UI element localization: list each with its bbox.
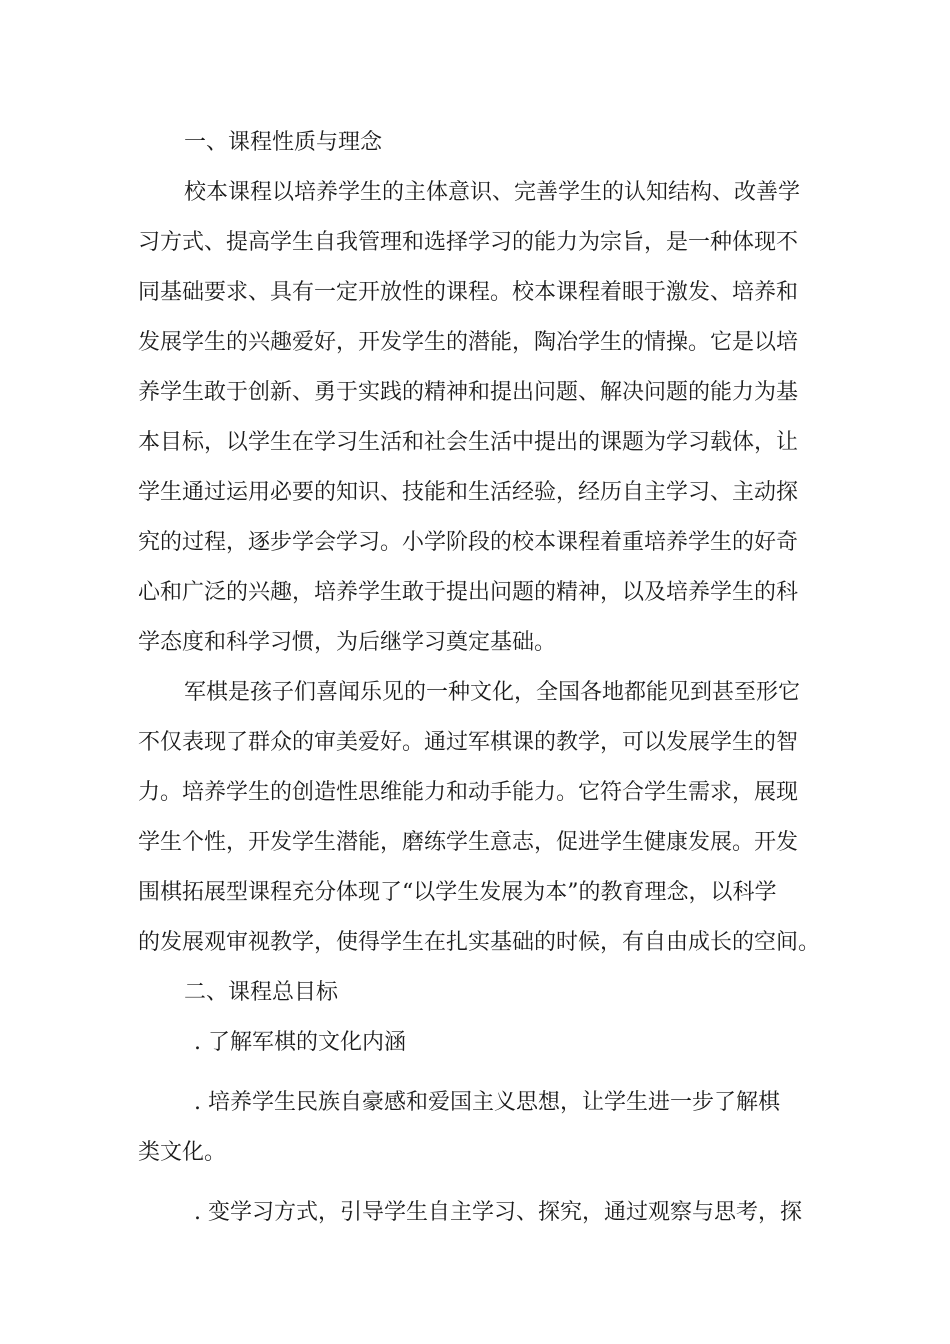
section-heading-1: 一、课程性质与理念 — [184, 130, 383, 155]
paragraph-line: 本目标，以学生在学习生活和社会生活中提出的课题为学习载体，让 — [138, 430, 799, 455]
paragraph-line: 养学生敢于创新、勇于实践的精神和提出问题、解决问题的能力为基 — [138, 380, 799, 405]
paragraph-line: 力。培养学生的创造性思维能力和动手能力。它符合学生需求，展现 — [138, 780, 799, 805]
paragraph-line: 同基础要求、具有一定开放性的课程。校本课程着眼于激发、培养和 — [138, 280, 799, 305]
paragraph-line: 学生通过运用必要的知识、技能和生活经验，经历自主学习、主动探 — [138, 480, 799, 505]
paragraph-line: 不仅表现了群众的审美爱好。通过军棋课的教学，可以发展学生的智 — [138, 730, 799, 755]
section-heading-2: 二、课程总目标 — [184, 980, 339, 1005]
goal-item-2 — [138, 1078, 820, 1178]
paragraph-military-chess — [138, 668, 820, 968]
paragraph-line: 围棋拓展型课程充分体现了“以学生发展为本”的教育理念，以科学 — [138, 880, 777, 905]
goal-item-3: . 变学习方式，引导学生自主学习、探究，通过观察与思考，探 — [194, 1200, 802, 1225]
paragraph-course-nature — [138, 168, 820, 668]
paragraph-line: 校本课程以培养学生的主体意识、完善学生的认知结构、改善学 — [184, 180, 801, 205]
goal-line: . 培养学生民族自豪感和爱国主义思想，让学生进一步了解棋 — [194, 1090, 780, 1115]
paragraph-line: 习方式、提高学生自我管理和选择学习的能力为宗旨，是一种体现不 — [138, 230, 799, 255]
document-body — [138, 118, 820, 1238]
paragraph-line: 学生个性，开发学生潜能，磨练学生意志，促进学生健康发展。开发 — [138, 830, 799, 855]
paragraph-line: 究的过程，逐步学会学习。小学阶段的校本课程着重培养学生的好奇 — [138, 530, 799, 555]
paragraph-line: 的发展观审视教学，使得学生在扎实基础的时候，有自由成长的空间。 — [138, 930, 821, 955]
paragraph-line: 心和广泛的兴趣，培养学生敢于提出问题的精神，以及培养学生的科 — [138, 580, 799, 605]
paragraph-line: 军棋是孩子们喜闻乐见的一种文化，全国各地都能见到甚至形它 — [184, 680, 801, 705]
goal-line: 类文化。 — [138, 1140, 227, 1165]
goal-item-1: . 了解军棋的文化内涵 — [194, 1030, 406, 1055]
paragraph-line: 发展学生的兴趣爱好，开发学生的潜能，陶冶学生的情操。它是以培 — [138, 330, 799, 355]
paragraph-line: 学态度和科学习惯，为后继学习奠定基础。 — [138, 630, 557, 655]
